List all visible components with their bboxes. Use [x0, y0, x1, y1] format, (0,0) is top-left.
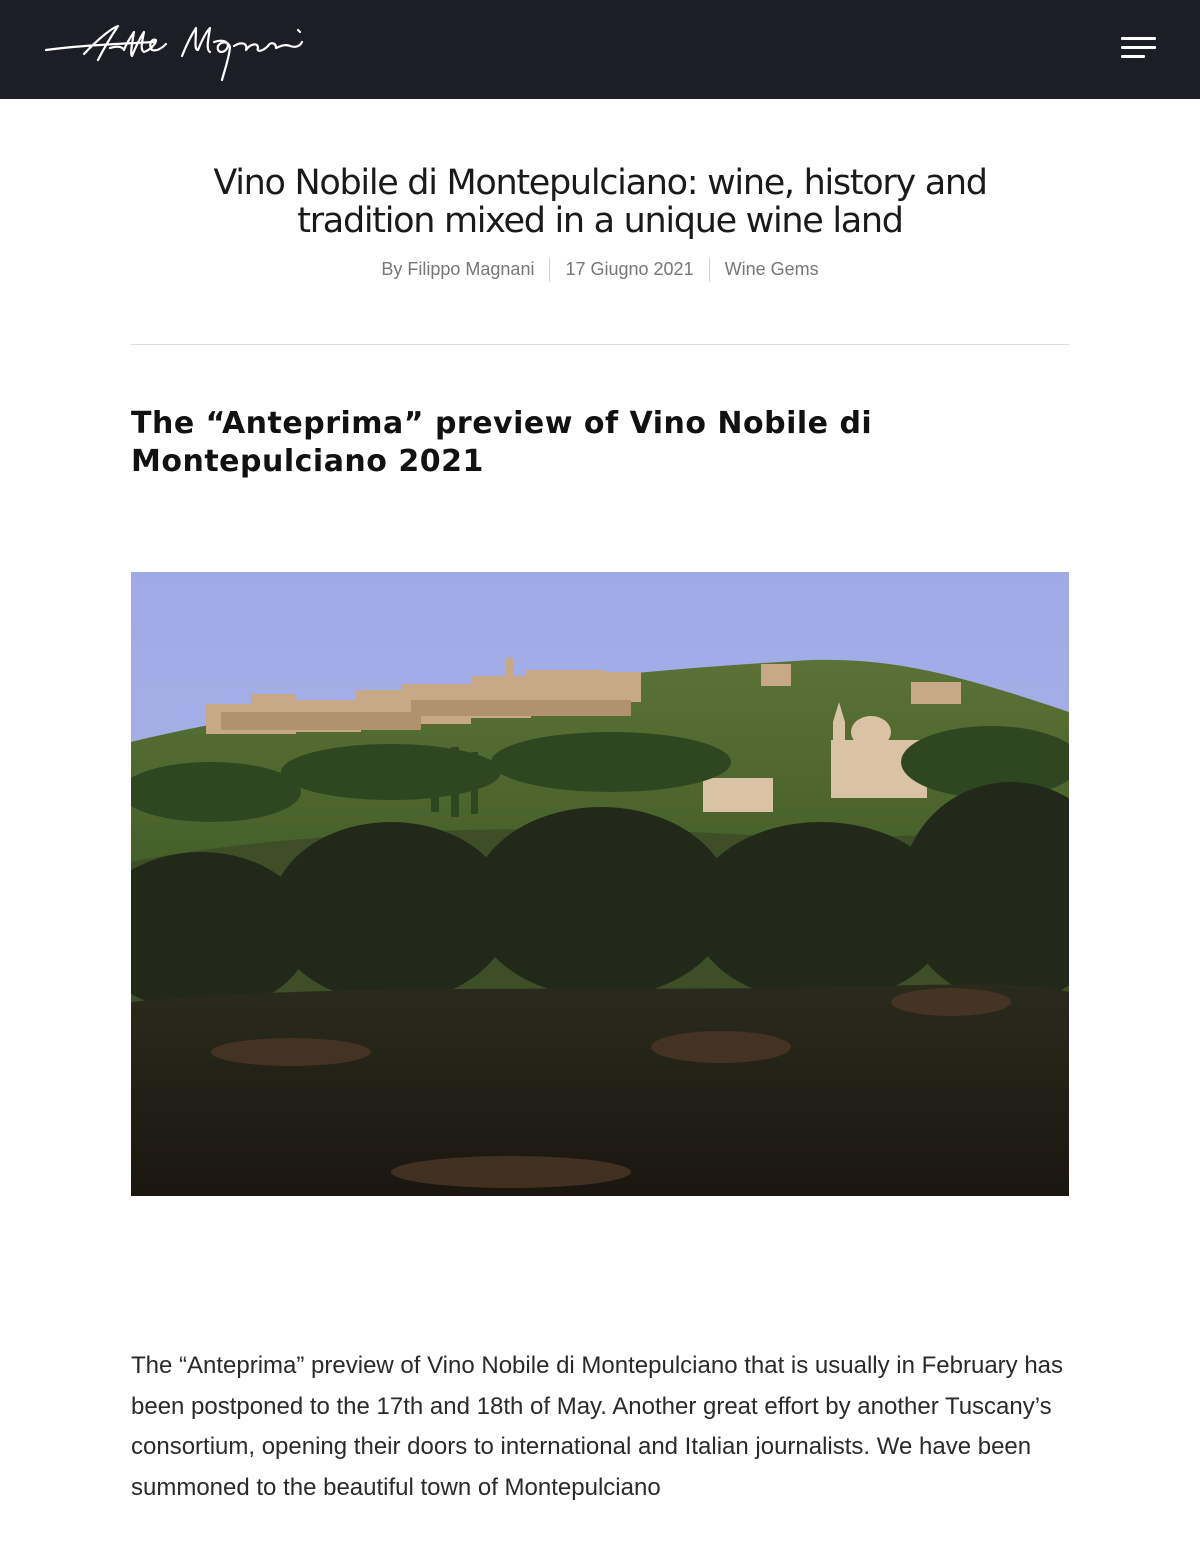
article-meta — [0, 256, 1200, 282]
hamburger-menu-icon[interactable] — [1116, 33, 1160, 67]
title-divider — [131, 344, 1069, 345]
montepulciano-landscape-photo — [131, 572, 1069, 1196]
post-date: 17 Giugno 2021 — [565, 259, 694, 279]
landscape-illustration — [131, 572, 1069, 1196]
menu-line — [1121, 37, 1156, 40]
meta-separator — [549, 258, 550, 282]
top-navigation-bar — [0, 0, 1200, 99]
signature-logo[interactable] — [44, 16, 308, 82]
section-heading: The “Anteprima” preview of Vino Nobile di Montepulciano 2021 — [131, 406, 873, 479]
meta-separator — [709, 258, 710, 282]
category-link[interactable]: Wine Gems — [724, 259, 819, 279]
menu-line — [1121, 55, 1145, 58]
article-title: Vino Nobile di Montepulciano: wine, history and tradition mixed in a unique wine land — [213, 163, 987, 241]
author-link[interactable]: By Filippo Magnani — [381, 259, 535, 279]
menu-line — [1121, 46, 1156, 49]
article-paragraph: The “Anteprima” preview of Vino Nobile di Montepulciano that is usually in February has been postponed to the 17th and 18th of May. Another great effort by another Tuscany’s consortium, opening their doors to international and Italian journalists. We have been summoned to the beautiful town of Montepulciano — [131, 1352, 1064, 1501]
